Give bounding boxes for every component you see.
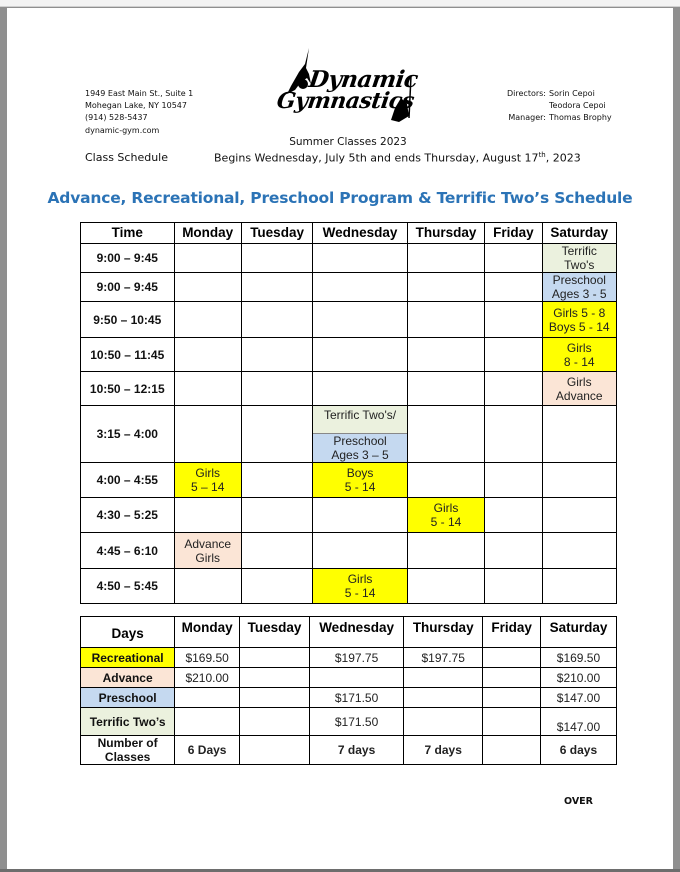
count-cell: 6 Days: [175, 736, 240, 765]
col-header: Thursday: [404, 617, 483, 648]
class-cell: Girls 5 - 14: [313, 569, 408, 604]
col-header: Tuesday: [240, 617, 310, 648]
col-header: Saturday: [540, 617, 616, 648]
price-cell: $197.75: [404, 648, 483, 668]
count-cell: 7 days: [309, 736, 403, 765]
staff-name: Thomas Brophy: [549, 113, 612, 123]
price-cell: [404, 708, 483, 736]
price-cell: $171.50: [309, 708, 403, 736]
table-row: [81, 338, 617, 372]
class-cell: Boys 5 - 14: [313, 463, 408, 498]
dynamic-gymnastics-logo: [269, 46, 419, 128]
price-cell: [240, 668, 310, 688]
over-note: OVER: [564, 796, 593, 807]
class-cell: Preschool Ages 3 - 5: [542, 273, 616, 302]
price-cell: [175, 708, 240, 736]
logo-word-dynamic: Dynamic: [307, 66, 420, 93]
table-row: [81, 302, 617, 338]
staff-row: [477, 88, 612, 100]
class-cell: Girls 5 – 14: [174, 463, 241, 498]
class-schedule-table: [80, 222, 617, 604]
price-cell: [240, 688, 310, 708]
time-cell: 9:50 – 10:45: [81, 302, 175, 338]
class-schedule-label: Class Schedule: [85, 151, 168, 164]
staff-name: Sorin Cepoi: [549, 89, 595, 98]
terrific-twos-slot: Terrific Two's/: [313, 406, 407, 434]
class-cell: Girls 8 - 14: [542, 338, 616, 372]
schedule-header-row: [81, 223, 617, 244]
price-cell: [404, 668, 483, 688]
gym-address: [85, 88, 193, 137]
table-row: [81, 273, 617, 302]
price-cell: $147.00: [540, 708, 616, 736]
price-cell: $169.50: [175, 648, 240, 668]
table-row: [81, 498, 617, 533]
count-cell: [240, 736, 310, 765]
time-cell: 4:45 – 6:10: [81, 533, 175, 569]
phone: (914) 528-5437: [85, 113, 148, 123]
price-cell: [483, 648, 541, 668]
price-cell: $210.00: [540, 668, 616, 688]
price-cell: $169.50: [540, 648, 616, 668]
time-cell: 9:00 – 9:45: [81, 273, 175, 302]
class-cell: Girls 5 - 8 Boys 5 - 14: [542, 302, 616, 338]
staff-label: Manager:: [508, 113, 546, 123]
price-cell: [483, 688, 541, 708]
time-cell: 4:50 – 5:45: [81, 569, 175, 604]
price-cell: [404, 688, 483, 708]
staff-label: [477, 100, 549, 112]
table-row: [81, 668, 617, 688]
table-row: [81, 533, 617, 569]
time-cell: 10:50 – 12:15: [81, 372, 175, 406]
table-row: [81, 244, 617, 273]
date-superscript: th: [538, 151, 546, 159]
preschool-slot: Preschool Ages 3 – 5: [313, 434, 407, 462]
logo-word-gymnastics: Gymnastics: [275, 88, 416, 114]
time-cell: 9:00 – 9:45: [81, 244, 175, 273]
table-row: [81, 406, 617, 463]
program-label: Preschool: [81, 688, 175, 708]
table-row: [81, 569, 617, 604]
pricing-table: [80, 616, 617, 765]
class-cell-split: [313, 406, 408, 463]
staff-label: Directors:: [507, 89, 546, 98]
program-label: Terrific Two’s: [81, 708, 175, 736]
col-header: Days: [81, 617, 175, 648]
address-line-1: 1949 East Main St., Suite 1: [85, 89, 194, 98]
time-cell: 3:15 – 4:00: [81, 406, 175, 463]
class-cell: Advance Girls: [174, 533, 241, 569]
date-range-year: , 2023: [545, 151, 581, 165]
count-cell: [483, 736, 541, 765]
table-row: [81, 372, 617, 406]
program-label: Number of Classes: [81, 736, 175, 765]
table-row: [81, 688, 617, 708]
table-row: [81, 736, 617, 765]
col-header: Tuesday: [241, 223, 312, 244]
price-cell: $197.75: [309, 648, 403, 668]
table-row: [81, 463, 617, 498]
price-cell: $210.00: [175, 668, 240, 688]
count-cell: 7 days: [404, 736, 483, 765]
staff-list: [477, 88, 612, 125]
col-header: Time: [81, 223, 175, 244]
price-cell: [483, 708, 541, 736]
price-cell: [175, 688, 240, 708]
staff-name: Teodora Cepoi: [549, 101, 606, 111]
col-header: Thursday: [407, 223, 484, 244]
staff-row: [477, 100, 612, 112]
program-label: Advance: [81, 668, 175, 688]
price-cell: [240, 648, 310, 668]
col-header: Friday: [483, 617, 541, 648]
col-header: Friday: [485, 223, 542, 244]
viewer-top-bar: [0, 0, 680, 7]
date-range: [214, 151, 581, 165]
col-header: Saturday: [542, 223, 616, 244]
time-cell: 4:30 – 5:25: [81, 498, 175, 533]
season-title: Summer Classes 2023: [289, 136, 407, 148]
document-page: [7, 8, 673, 869]
schedule-title: Advance, Recreational, Preschool Program & Terrific Two’s Schedule: [47, 189, 633, 207]
col-header: Monday: [174, 223, 241, 244]
pricing-header-row: [81, 617, 617, 648]
col-header: Wednesday: [313, 223, 408, 244]
date-range-text: Begins Wednesday, July 5th and ends Thursday, August 17: [214, 151, 539, 165]
staff-row: [477, 112, 612, 124]
table-row: [81, 708, 617, 736]
time-cell: 4:00 – 4:55: [81, 463, 175, 498]
program-label: Recreational: [81, 648, 175, 668]
price-cell: [483, 668, 541, 688]
class-cell: Girls Advance: [542, 372, 616, 406]
col-header: Monday: [175, 617, 240, 648]
price-cell: [240, 708, 310, 736]
class-cell: Girls 5 - 14: [407, 498, 484, 533]
price-cell: [309, 668, 403, 688]
table-row: [81, 648, 617, 668]
time-cell: 10:50 – 11:45: [81, 338, 175, 372]
col-header: Wednesday: [309, 617, 403, 648]
count-cell: 6 days: [540, 736, 616, 765]
address-line-2: Mohegan Lake, NY 10547: [85, 101, 187, 111]
website: dynamic-gym.com: [85, 125, 160, 135]
class-cell: Terrific Two's: [542, 244, 616, 273]
price-cell: $171.50: [309, 688, 403, 708]
price-cell: $147.00: [540, 688, 616, 708]
